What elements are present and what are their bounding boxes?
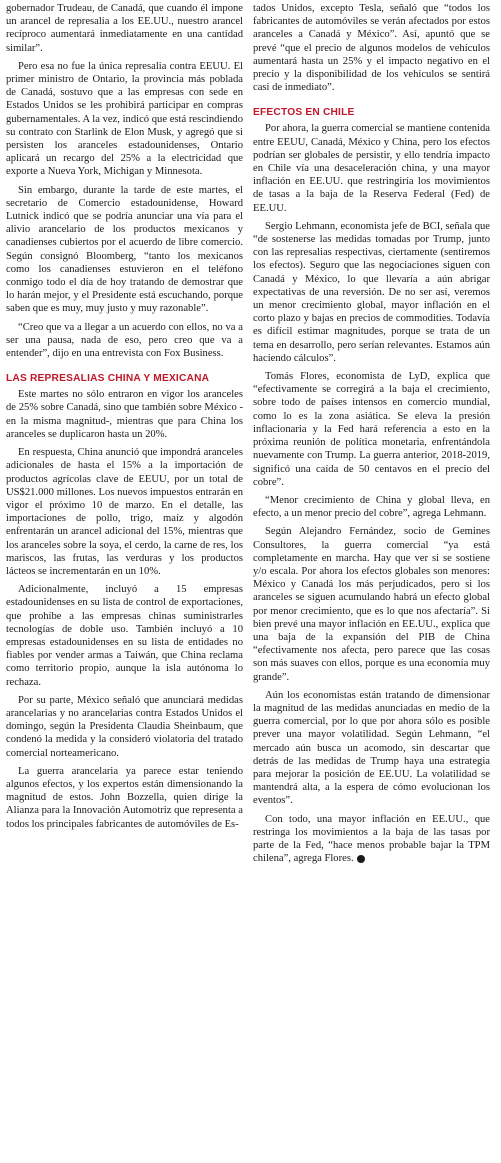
- last-paragraph-text: Con todo, una mayor inflación en EE.UU., que restringa los movimientos a la baja de las tasas por parte de la Fed, “hace menos probable bajar la TPM chilena”, agrega Flores.: [253, 813, 490, 865]
- paragraph: Por su parte, México señaló que anunciará medidas arancelarias y no arancelarias contra Estados Unidos el domingo, según la Presidenta Claudia Sheinbaum, que condenó la medida y la consideró violatoria del tratado comercial norteamericano.: [6, 694, 243, 759]
- paragraph: “Menor crecimiento de China y global lleva, en efecto, a un menor precio del cobre”, agrega Lehmann.: [253, 494, 490, 520]
- paragraph: tados Unidos, excepto Tesla, señaló que “todos los fabricantes de automóviles se verán afectados por estos aranceles a Canadá y México”. Así, apuntó que se prevé “que el precio de algunos modelos de vehículos aumentará hasta un 25% y el impacto negativo en el precio y la disponibilidad de los vehículos se sentirá casi de inmediato”.: [253, 3, 490, 94]
- paragraph: [253, 813, 490, 866]
- paragraph: Por ahora, la guerra comercial se mantiene contenida entre EEUU, Canadá, México y China, pero los efectos podrían ser globales de persistir, y ello tendría impacto en Chile vía una desaceleración china, y una mayor inflación en EE.UU. que restringiría los movimientos de tasas a la baja de la Reserva Federal (Fed) de EE.UU.: [253, 123, 490, 214]
- paragraph: gobernador Trudeau, de Canadá, que cuando él impone un arancel de represalia a los EE.UU., nuestro arancel recíproco aumentará inmediatamente en una cantidad similar”.: [6, 3, 243, 54]
- paragraph: Adicionalmente, incluyó a 15 empresas estadounidenses en su lista de control de exportaciones, que prohíbe a las empresas chinas suministrarles tecnologías de doble uso. También incluyó a 10 empresas estadounidenses en su lista de entidades no fiables por vender armas a Taiwán, que China reclama como territorio propio, aunque la isla autónoma lo rechaza.: [6, 584, 243, 688]
- right-column: [253, 2, 490, 1163]
- paragraph: Sin embargo, durante la tarde de este martes, el secretario de Comercio estadounidense, Howard Lutnick indicó que se podría anunciar una vía para el alivio arancelario de los productos mexicanos y canadienses cubiertos por el acuerdo de libre comercio. Según consignó Bloomberg, “tanto los mexicanos como los canadienses estuvieron en el teléfono conmigo todo el día de hoy tratando de demostrar que lo harán mejor, y el Presidente está escuchando, porque saben que es muy, muy justo y muy razonable”.: [6, 184, 243, 315]
- paragraph: Este martes no sólo entraron en vigor los aranceles de 25% sobre Canadá, sino que también sobre México - en la misma magnitud-, mientras que para China los aranceles se duplicaron hasta un 20%.: [6, 389, 243, 440]
- paragraph: Sergio Lehmann, economista jefe de BCI, señala que “de sostenerse las medidas tomadas por Trump, junto con las represalias respectivas, ciertamente (sentiremos los efectos). Seguro que las negociaciones siguen con Canadá y México, lo que llevaría a aún abrigar expectativas de una reversión. De no ser así, veremos un menor crecimiento global, mayor inflación en el corto plazo y bajas en precios de commodities. Todavía es difícil estimar magnitudes, porque se trata de un tema en desarrollo, pero serían relevantes. Estamos aún haciendo cálculos”.: [253, 220, 490, 364]
- paragraph: Tomás Flores, economista de LyD, explica que “efectivamente se corregirá a la baja el crecimiento, sobre todo de países intensos en comercio mundial, como lo es la zona asiática. Se eleva la presión inflacionaria y la Fed hará referencia a esto en la próxima reunión de política monetaria, enfrentándola nuevamente con Trump. La guerra anterior, 2018-2019, significó una caída de 50 centavos en el precio del cobre”.: [253, 371, 490, 488]
- paragraph: “Creo que va a llegar a un acuerdo con ellos, no va a ser una pausa, nada de eso, pero creo que va a entender”, dijo en una entrevista con Fox Business.: [6, 321, 243, 360]
- paragraph: Según Alejandro Fernández, socio de Gemines Consultores, la guerra comercial “ya está completamente en marcha. Hay que ver si se sostiene y/o escala. Por ahora los efectos globales son menores: México y Canadá los más perjudicados, pero si los aranceles se siguen acumulando habrá un efecto global por menor crecimiento, que es lo que nos afectaría”. Si bien prevé una mayor inflación en EE.UU., explica que una baja de la expansión del PIB de China “efectivamente nos afecta, pero parece que las cosas son más suaves con ellos, porque es una economía muy grande”.: [253, 526, 490, 683]
- paragraph: Aún los economistas están tratando de dimensionar la magnitud de las medidas anunciadas en medio de la guerra comercial, por lo que por ahora sólo es posible prever una mayor volatilidad. Según Lehmann, “el mercado aún busca un acomodo, sin descartar que detrás de las medidas de Trump haya una estrategia para mejorar la posición de EE.UU. La volatilidad se mantendrá alta, a la espera de cómo evolucionan los eventos”.: [253, 689, 490, 807]
- end-of-article-icon: ●: [357, 855, 365, 863]
- section-heading: LAS REPRESALIAS CHINA Y MEXICANA: [6, 373, 210, 385]
- paragraph: Pero esa no fue la única represalia contra EEUU. El primer ministro de Ontario, la provincia más poblada de Canadá, sostuvo que a las empresas con sede en Estados Unidos se les prohibirá participar en compras gubernamentales. A la vez, indicó que está rescindiendo su contrato con Starlink de Elon Musk, y agregó que si persisten los aranceles estadounidenses, Ontario aplicará un recargo del 25% a la electricidad que exporte a Nueva York, Michigan y Minnesota.: [6, 60, 243, 178]
- left-column: [6, 2, 243, 1163]
- section-heading: EFECTOS EN CHILE: [253, 107, 355, 119]
- paragraph: En respuesta, China anunció que impondrá aranceles adicionales de hasta el 15% a la importación de productos agrícolas clave de EEUU, por un total de US$21.000 millones. Los nuevos impuestos entrarán en vigor el próximo 10 de marzo. En el detalle, las importaciones de pollo, trigo, maíz y algodón enfrentarán un arancel adicional del 15%, mientras que los aranceles sobre la soya, el cerdo, la carne de res, los mariscos, las frutas, las verduras y los productos lácteos se incrementarán en un 10%.: [6, 447, 243, 577]
- paragraph: La guerra arancelaria ya parece estar teniendo algunos efectos, y los expertos están dimensionando la magnitud de estos. John Bozzella, quien dirige la Alianza para la Innovación Automotriz que representa a todos los principales fabricantes de automóviles de Es-: [6, 765, 243, 830]
